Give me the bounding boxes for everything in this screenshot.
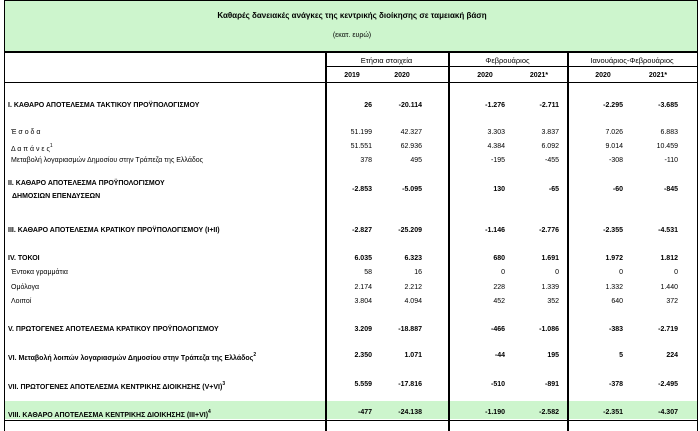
table-cell: -1.190 <box>485 409 505 416</box>
row-label-text: VII. ΠΡΩΤΟΓΕΝΕΣ ΑΠΟΤΕΛΕΣΜΑ ΚΕΝΤΡΙΚΗΣ ΔΙΟΙΚΗΣΗΣ (V+VI) <box>8 384 223 391</box>
table-cell: 1.691 <box>541 255 559 262</box>
row-label-text: III. ΚΑΘΑΡΟ ΑΠΟΤΕΛΕΣΜΑ ΚΡΑΤΙΚΟΥ ΠΡΟΫΠΟΛΟΓΙΣΜΟΥ (I+II) <box>8 227 220 234</box>
table-cell: -2.351 <box>603 409 623 416</box>
table-cell: 680 <box>493 255 505 262</box>
table-cell: 1.972 <box>605 255 623 262</box>
table-cell: -2.495 <box>658 381 678 388</box>
table-cell: -2.355 <box>603 227 623 234</box>
table-cell: -18.887 <box>398 326 422 333</box>
table-cell: 2.174 <box>354 284 372 291</box>
table-cell: 452 <box>493 298 505 305</box>
table-cell: -383 <box>608 326 623 333</box>
table-cell: -378 <box>608 381 623 388</box>
row-label-text: I. ΚΑΘΑΡΟ ΑΠΟΤΕΛΕΣΜΑ ΤΑΚΤΙΚΟΥ ΠΡΟΫΠΟΛΟΓΙΣΜΟΥ <box>8 102 200 109</box>
table-cell: -2.711 <box>539 102 559 109</box>
column-divider <box>449 52 450 431</box>
table-cell: 640 <box>611 298 623 305</box>
table-cell: 1.071 <box>404 352 422 359</box>
row-label <box>11 143 53 153</box>
row-label <box>11 269 68 276</box>
table-cell: 372 <box>666 298 678 305</box>
table-cell: -891 <box>544 381 559 388</box>
row-label <box>8 227 220 234</box>
row-label <box>11 284 39 291</box>
row-label <box>8 255 40 262</box>
table-rule <box>325 66 697 67</box>
table-cell: 3.804 <box>354 298 372 305</box>
table-rule <box>5 82 697 83</box>
table-cell: -2.827 <box>352 227 372 234</box>
table-cell: -2.776 <box>539 227 559 234</box>
row-label-text: Έντοκα γραμμάτια <box>11 269 68 276</box>
table-cell: 352 <box>547 298 559 305</box>
column-year-header: 2019 <box>344 72 360 79</box>
table-header-box <box>4 0 698 52</box>
table-cell: 0 <box>555 269 559 276</box>
table-cell: -510 <box>490 381 505 388</box>
table-cell: 7.026 <box>605 129 623 136</box>
table-cell: -1.146 <box>485 227 505 234</box>
table-cell: 16 <box>414 269 422 276</box>
row-label-continuation: ΔΗΜΟΣΙΩΝ ΕΠΕΝΔΥΣΕΩΝ <box>12 193 101 200</box>
table-rule <box>5 420 697 421</box>
table-cell: 3.303 <box>487 129 505 136</box>
table-rule <box>5 52 697 53</box>
column-year-header: 2020 <box>477 72 493 79</box>
table-cell: 58 <box>364 269 372 276</box>
table-cell: -4.531 <box>658 227 678 234</box>
table-cell: 42.327 <box>400 129 422 136</box>
row-label-text: VIII. ΚΑΘΑΡΟ ΑΠΟΤΕΛΕΣΜΑ ΚΕΝΤΡΙΚΗΣ ΔΙΟΙΚΗΣΗΣ (III+VI) <box>8 412 209 419</box>
table-cell: -308 <box>608 157 623 164</box>
table-cell: 9.014 <box>605 143 623 150</box>
table-cell: 6.035 <box>354 255 372 262</box>
table-cell: -2.853 <box>352 186 372 193</box>
table-cell: 0 <box>501 269 505 276</box>
table-cell: 5.559 <box>354 381 372 388</box>
table-cell: 51.551 <box>350 143 372 150</box>
table-cell: 495 <box>410 157 422 164</box>
table-subtitle: (εκατ. ευρώ) <box>332 32 372 39</box>
table-cell: -25.209 <box>398 227 422 234</box>
table-cell: -1.086 <box>539 326 559 333</box>
row-label <box>8 326 219 333</box>
table-cell: 2.212 <box>404 284 422 291</box>
row-label <box>11 298 31 305</box>
table-cell: 3.209 <box>354 326 372 333</box>
table-cell: 0 <box>619 269 623 276</box>
table-cell: 0 <box>674 269 678 276</box>
table-cell: -466 <box>490 326 505 333</box>
table-cell: -20.114 <box>398 102 422 109</box>
table-cell: -24.138 <box>398 409 422 416</box>
row-label <box>8 180 165 187</box>
row-label <box>8 381 225 391</box>
table-cell: -110 <box>664 157 678 164</box>
row-label-text: Λοιποί <box>11 298 32 305</box>
column-year-header: 2020 <box>394 72 410 79</box>
table-cell: 4.094 <box>404 298 422 305</box>
row-label-text: II. ΚΑΘΑΡΟ ΑΠΟΤΕΛΕΣΜΑ ΠΡΟΫΠΟΛΟΓΙΣΜΟΥ <box>8 180 165 187</box>
table-cell: 130 <box>493 186 505 193</box>
column-group-header: Ιανουάριος-Φεβρουάριος <box>590 56 674 65</box>
table-cell: 378 <box>360 157 372 164</box>
row-label-text: IV. ΤΟΚΟΙ <box>8 255 40 262</box>
table-title: Καθαρές δανειακές ανάγκες της κεντρικής διοίκησης σε ταμειακή βάση <box>217 11 487 20</box>
table-cell: -2.295 <box>603 102 623 109</box>
row-label <box>8 409 211 419</box>
table-cell: -477 <box>357 409 372 416</box>
table-cell: -17.816 <box>398 381 422 388</box>
table-cell: 26 <box>364 102 372 109</box>
table-cell: -3.685 <box>658 102 678 109</box>
table-cell: 1.812 <box>660 255 678 262</box>
row-label-text: VI. Μεταβολή λοιπών λογαριασμών Δημοσίου στην Τράπεζα της Ελλάδος <box>8 355 254 362</box>
row-label-text: V. ΠΡΩΤΟΓΕΝΕΣ ΑΠΟΤΕΛΕΣΜΑ ΚΡΑΤΙΚΟΥ ΠΡΟΫΠΟΛΟΓΙΣΜΟΥ <box>8 326 219 333</box>
row-label-text: Δ α π ά ν ε ς <box>11 146 50 153</box>
table-cell: -4.307 <box>658 409 678 416</box>
table-cell: -2.719 <box>658 326 678 333</box>
table-cell: 195 <box>547 352 559 359</box>
row-label-text: Ομόλογα <box>11 284 40 291</box>
footnote-marker: 4 <box>208 409 211 415</box>
footnote-marker: 2 <box>253 352 257 358</box>
table-cell: 6.092 <box>541 143 559 150</box>
table-cell: 3.837 <box>541 129 559 136</box>
table-cell: 4.384 <box>487 143 505 150</box>
table-cell: 6.323 <box>404 255 422 262</box>
table-cell: 10.459 <box>656 143 678 150</box>
row-label <box>8 102 199 109</box>
table-cell: 1.339 <box>541 284 559 291</box>
table-cell: -195 <box>490 157 505 164</box>
column-year-header: 2021* <box>529 72 549 79</box>
table-cell: 5 <box>619 352 623 359</box>
footnote-marker: 3 <box>222 381 226 387</box>
table-cell: 51.199 <box>350 129 372 136</box>
table-cell: 1.440 <box>660 284 678 291</box>
row-label-text: Μεταβολή λογαριασμών Δημοσίου στην Τράπεζα της Ελλάδος <box>11 157 204 164</box>
table-cell: -5.095 <box>402 186 422 193</box>
column-group-header: Ετήσια στοιχεία <box>360 56 413 65</box>
row-label <box>11 157 203 164</box>
column-year-header: 2020 <box>595 72 611 79</box>
row-label <box>11 129 40 136</box>
table-cell: -2.582 <box>539 409 559 416</box>
table-cell: -65 <box>548 186 559 193</box>
table-cell: 62.936 <box>400 143 422 150</box>
table-cell: -1.276 <box>485 102 505 109</box>
row-label-text: Έ σ ο δ α <box>11 129 41 136</box>
table-cell: 1.332 <box>605 284 623 291</box>
column-group-header: Φεβρουάριος <box>485 56 530 65</box>
column-year-header: 2021* <box>648 72 668 79</box>
table-cell: -845 <box>663 186 678 193</box>
table-cell: -455 <box>544 157 559 164</box>
column-divider <box>568 52 569 431</box>
table-cell: -60 <box>612 186 623 193</box>
table-cell: 228 <box>493 284 505 291</box>
row-label <box>8 352 256 362</box>
table-cell: 2.350 <box>354 352 372 359</box>
table-cell: -44 <box>494 352 505 359</box>
table-cell: 224 <box>666 352 678 359</box>
table-cell: 6.883 <box>660 129 678 136</box>
footnote-marker: 1 <box>49 143 53 149</box>
